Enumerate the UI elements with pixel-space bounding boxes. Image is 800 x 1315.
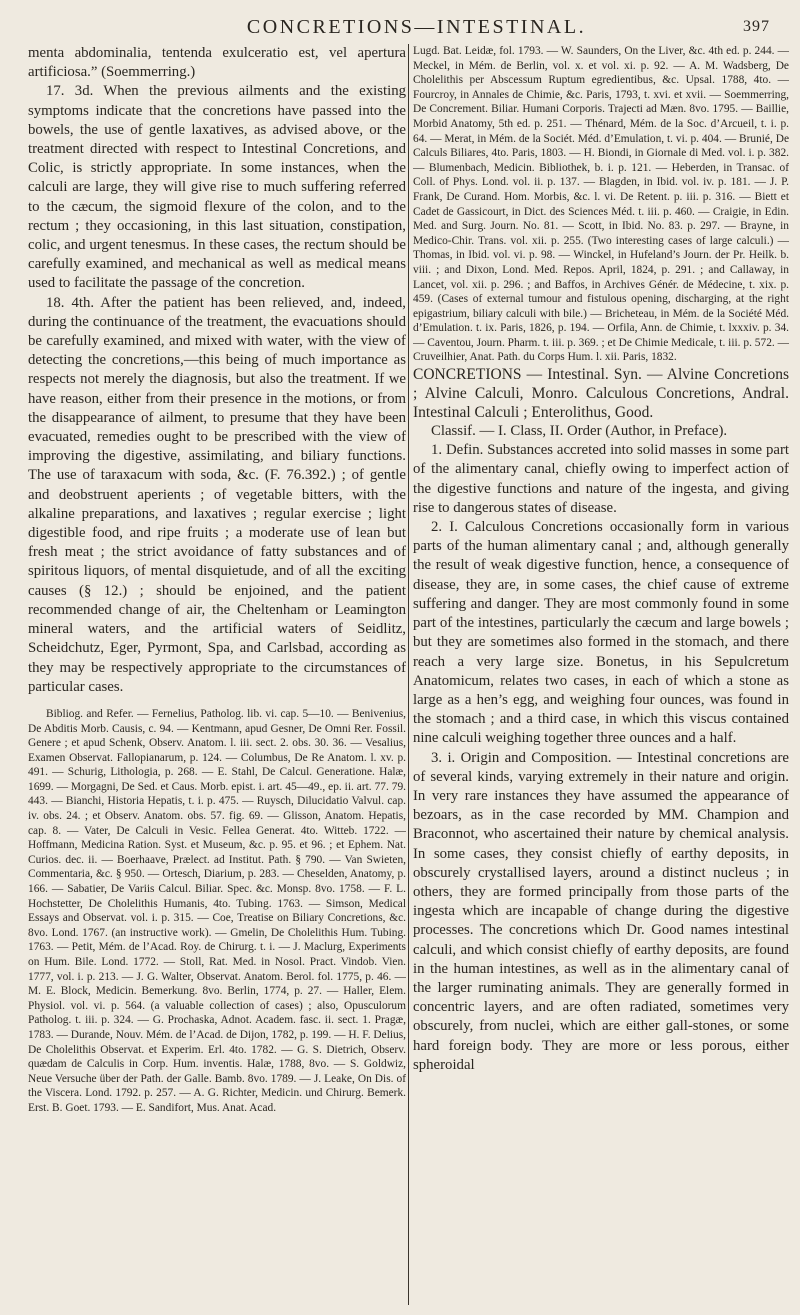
page-header	[30, 14, 770, 40]
left-paragraph-1: menta abdominalia, tentenda exulceratio est, vel apertura artificiosa.” (Soemmerring.)	[28, 45, 406, 81]
right-column	[413, 44, 789, 1309]
entry-heading-synonyms: CONCRETIONS — Intestinal. Syn. — Alvine Concretions ; Alvine Calculi, Monro. Calculous Concretions, Andral. Intestinal Calculi ; Enterolithus, Good.	[413, 366, 789, 422]
right-paragraph-definition: 1. Defin. Substances accreted into solid masses in some part of the alimentary canal, chiefly owing to imperfect action of the digestive functions and nature of the ingesta, and giving rise to dangerous states of disease.	[413, 442, 789, 516]
right-paragraph-calculous: 2. I. Calculous Concretions occasionally form in various parts of the human alimentary canal ; and, although generally the result of weak digestive function, hence, a consequence of disease, they are, in some cases, the chief cause of extreme suffering and danger. They are most commonly found in some part of the intestines, particularly the cæcum and large bowels ; but they are sometimes also formed in the stomach, and there reach a very large size. Bonetus, in his Sepulcretum Anatomicum, relates two cases, in each of which a stone as large as a hen’s egg, and weighing four ounces, was found in the stomach ; and a third case, in which this viscus contained nine calculi weighing together three ounces and a half.	[413, 519, 789, 747]
left-paragraph-3: 18. 4th. After the patient has been relieved, and, indeed, during the continuance of the treatment, the evacuations should be carefully examined, and mixed with water, with the view of detecting the concretions,—this being of much importance as respects not merely the diagnosis, but also the treatment. If we have reason, either from their presence in the motions, or from the disappearance of ailment, to presume that they have been evacuated, remedies ought to be prescribed with the view of improving the digestive, assimilating, and biliary functions. The use of taraxacum with soda, &c. (F. 76.392.) ; of gentle and deobstruent aperients ; of vegetable bitters, with the alkaline preparations, and laxatives ; regular exercise ; light digestible food, and ripe fruits ; a moderate use of lean but fresh meat ; the strict avoidance of fatty substances and of spiritous liquors, of mental disquietude, and of all the exciting causes (§ 12.) ; should be enjoined, and the patient recommended change of air, the Cheltenham or Leamington mineral waters, and the artificial waters of Seidlitz, Scheidchutz, Eger, Pyrmont, Spa, and Carlsbad, according as they may be respectively appropriate to the circumstances of particular cases.	[28, 294, 406, 695]
column-divider	[408, 44, 409, 1305]
left-paragraph-2: 17. 3d. When the previous ailments and the existing symptoms indicate that the concretions have passed into the bowels, the use of gentle laxatives, as advised above, or the treatment directed with respect to Intestinal Concretions, and Colic, is strictly appropriate. In some instances, when the calculi are large, they will give rise to much suffering referred to the cæcum, the sigmoid flexure of the colon, and to the rectum ; they occasioning, in this last situation, constipation, colic, and urgent tenesmus. In these cases, the rectum should be carefully examined, and mechanical as well as medical means used to facilitate the passage of the concretion.	[28, 83, 406, 292]
bibliography-references: Bibliog. and Refer. — Fernelius, Patholog. lib. vi. cap. 5—10. — Benivenius, De Abditis Morb. Causis, c. 94. — Kentmann, apud Gesner, De Omni Rer. Fossil. Genere ; et apud Schenk, Observ. Anatom. l. iii. sect. 2. obs. 30. 36. — Vesalius, Examen Observat. Fallopianarum, p. 124. — Columbus, De Re Anatom. l. xv. p. 491. — Schurig, Lithologia, p. 268. — E. Stahl, De Calcul. Generatione. Halæ, 1699. — Morgagni, De Sed. et Caus. Morb. epist. i. art. 45—49., ep. ii. art. 77. 79. 443. — Bianchi, Historia Hepatis, t. i. p. 475. — Ruysch, Dilucidatio Valvul. cap. iv. obs. 24. ; et Observ. Anatom. obs. 57. fig. 69. — Glisson, Anatom. Hepatis, cap. 8. — Vater, De Calculi in Vesic. Fellea Generat. 4to. Witteb. 1722. — Hoffmann, Medicina Ration. Syst. et Museum, &c. p. 95. et 96. ; et Ephem. Nat. Curios. dec. ii. — Boerhaave, Prælect. ad Institut. Path. § 790. — Van Swieten, Commentaria, &c. § 950. — Ortesch, Diarium, p. 283. — Cheselden, Anatomy, p. 166. — Sabatier, De Variis Calcul. Biliar. Spec. &c. Monsp. 8vo. 1758. — F. L. Hochstetter, De Cholelithis Humanis, 4to. Tubing. 1763. — Simson, Medical Essays and Observat. vol. i. p. 315. — Coe, Treatise on Biliary Concretions, &c. 8vo. Lond. 1767. (an instructive work). — Gmelin, De Cholelithis Hum. Tubing. 1763. — Petit, Mém. de l’Acad. Roy. de Chirurg. t. i. — J. Maclurg, Experiments on Hum. Bile. Lond. 1772. — Stoll, Rat. Med. in Nosol. Pract. Vindob. Vien. 1777, vol. i. p. 213. — J. G. Walter, Observat. Anatom. Berol. fol. 1775, p. 46. — M. E. Block, Medicin. Bemerkung. 8vo. Berlin, 1774, p. 27. — Haller, Elem. Physiol. vol. vi. p. 564. (a valuable collection of cases) ; also, Opusculorum Patholog. t. iii. p. 324. — G. Prochaska, Adnot. Academ. fasc. ii. sect. 1. Pragæ, 1783. — Durande, Nouv. Mém. de l’Acad. de Dijon, 1782, p. 199. — H. F. Delius, De Cholelithis Observat. et Experim. Erl. 4to. 1782. — G. S. Dietrich, Observ. quædam de Calculis in Corp. Hum. inventis. Halæ, 1788, 8vo. — S. Goldwiz, Neue Versuche über der Path. der Galle. Bamb. 8vo. 1789. — J. Leake, On Dis. of the Viscera. Lond. 1792. p. 257. — A. G. Richter, Medicin. und Chirurg. Bemerk. Erst. B. Goet. 1793. — E. Sandifort, Mus. Anat. Acad.	[28, 707, 406, 1114]
page-number: 397	[743, 18, 770, 35]
running-title: CONCRETIONS—INTESTINAL.	[246, 15, 587, 38]
bibliography-continued: Lugd. Bat. Leidæ, fol. 1793. — W. Saunders, On the Liver, &c. 4th ed. p. 244. — Meckel, in Mém. de Berlin, vol. x. et vol. xi. p. 92. — A. M. Wadsberg, De Cholelithis per Abscessum Ruptum egredientibus, &c. Upsal. 1788, 4to. — Fourcroy, in Annales de Chimie, &c. Paris, 1793, t. xvi. et xvii. — Soemmerring, De Concrement. Biliar. Humani Corporis. Trajecti ad Mæn. 8vo. 1795. — Baillie, Morbid Anatomy, 5th ed. p. 251. — Thénard, Mém. de la Soc. d’Arcueil, t. i. p. 64. — Merat, in Mém. de la Sociét. Méd. d’Emulation, t. vi. p. 404. — Brunié, De Calculs Biliares, 4to. Paris, 1803. — H. Biondi, in Giornale di Med. vol. i. p. 382. — Blumenbach, Medicin. Bibliothek, b. i. p. 121. — Heberden, in Transac. of Coll. of Phys. Lond. vol. ii. p. 137. — Blagden, in Ibid. vol. iv. p. 181. — J. P. Frank, De Curand. Hom. Morbis, &c. l. vi. De Retent. p. iii. p. 316. — Biett et Cadet de Gassicourt, in Dict. des Sciences Méd. t. iii. p. 460. — Craigie, in Edin. Med. and Surg. Journ. No. 81. — Scott, in Ibid. No. 83. p. 297. — Brayne, in Medico-Chir. Trans. vol. xii. p. 255. (Two interesting cases of large calculi.) — Thomas, in Ibid. vol. vi. p. 98. — Winckel, in Hufeland’s Journ. der Pr. Heilk. b. viii. ; and Dixon, Lond. Med. Repos. April, 1824, p. 291. ; and Callaway, in Lancet, vol. xii. p. 296. ; and Baffos, in Archives Génér. de Médecine, t. xix. p. 459. (Cases of external tumour and fistulous opening, discharging, at the right epigastrium, biliary calculi with bile.) — Bricheteau, in Mém. de la Société Méd. d’Emulation. t. ix. Paris, 1826, p. 194. — Orfila, Ann. de Chimie, t. lxxxiv. p. 34. — Caventou, Journ. Pharm. t. iii. p. 369. ; et De Chimie Medicale, t. iii. p. 572. — Cruveilhier, Anat. Path. du Corps Hum. l. xii. Paris, 1832.	[413, 45, 789, 364]
classification: Classif. — I. Class, II. Order (Author, in Preface).	[431, 423, 728, 440]
left-column	[28, 44, 406, 1309]
right-paragraph-origin: 3. i. Origin and Composition. — Intestinal concretions are of several kinds, varying extremely in their nature and origin. In very rare instances they have assumed the appearance of bezoars, as in the case recorded by MM. Champion and Braconnot, who ascertained their nature by chemical analysis. In some cases, they consist chiefly of earthy deposits, in obscurely crystallised layers, around a distinct nucleus ; in others, they are formed principally from those parts of the ingesta which are incapable of change during the digestive processes. The concretions which Dr. Good names intestinal calculi, and which consist chiefly of earthy deposits, are found in the human intestines, as well as in the alimentary canal of the larger ruminating animals. They are generally formed in concentric layers, and are often radiated, sometimes very obscurely, from nuclei, which are either gall-stones, or some hard foreign body. They are more or less porous, either spheroidal	[413, 749, 789, 1073]
